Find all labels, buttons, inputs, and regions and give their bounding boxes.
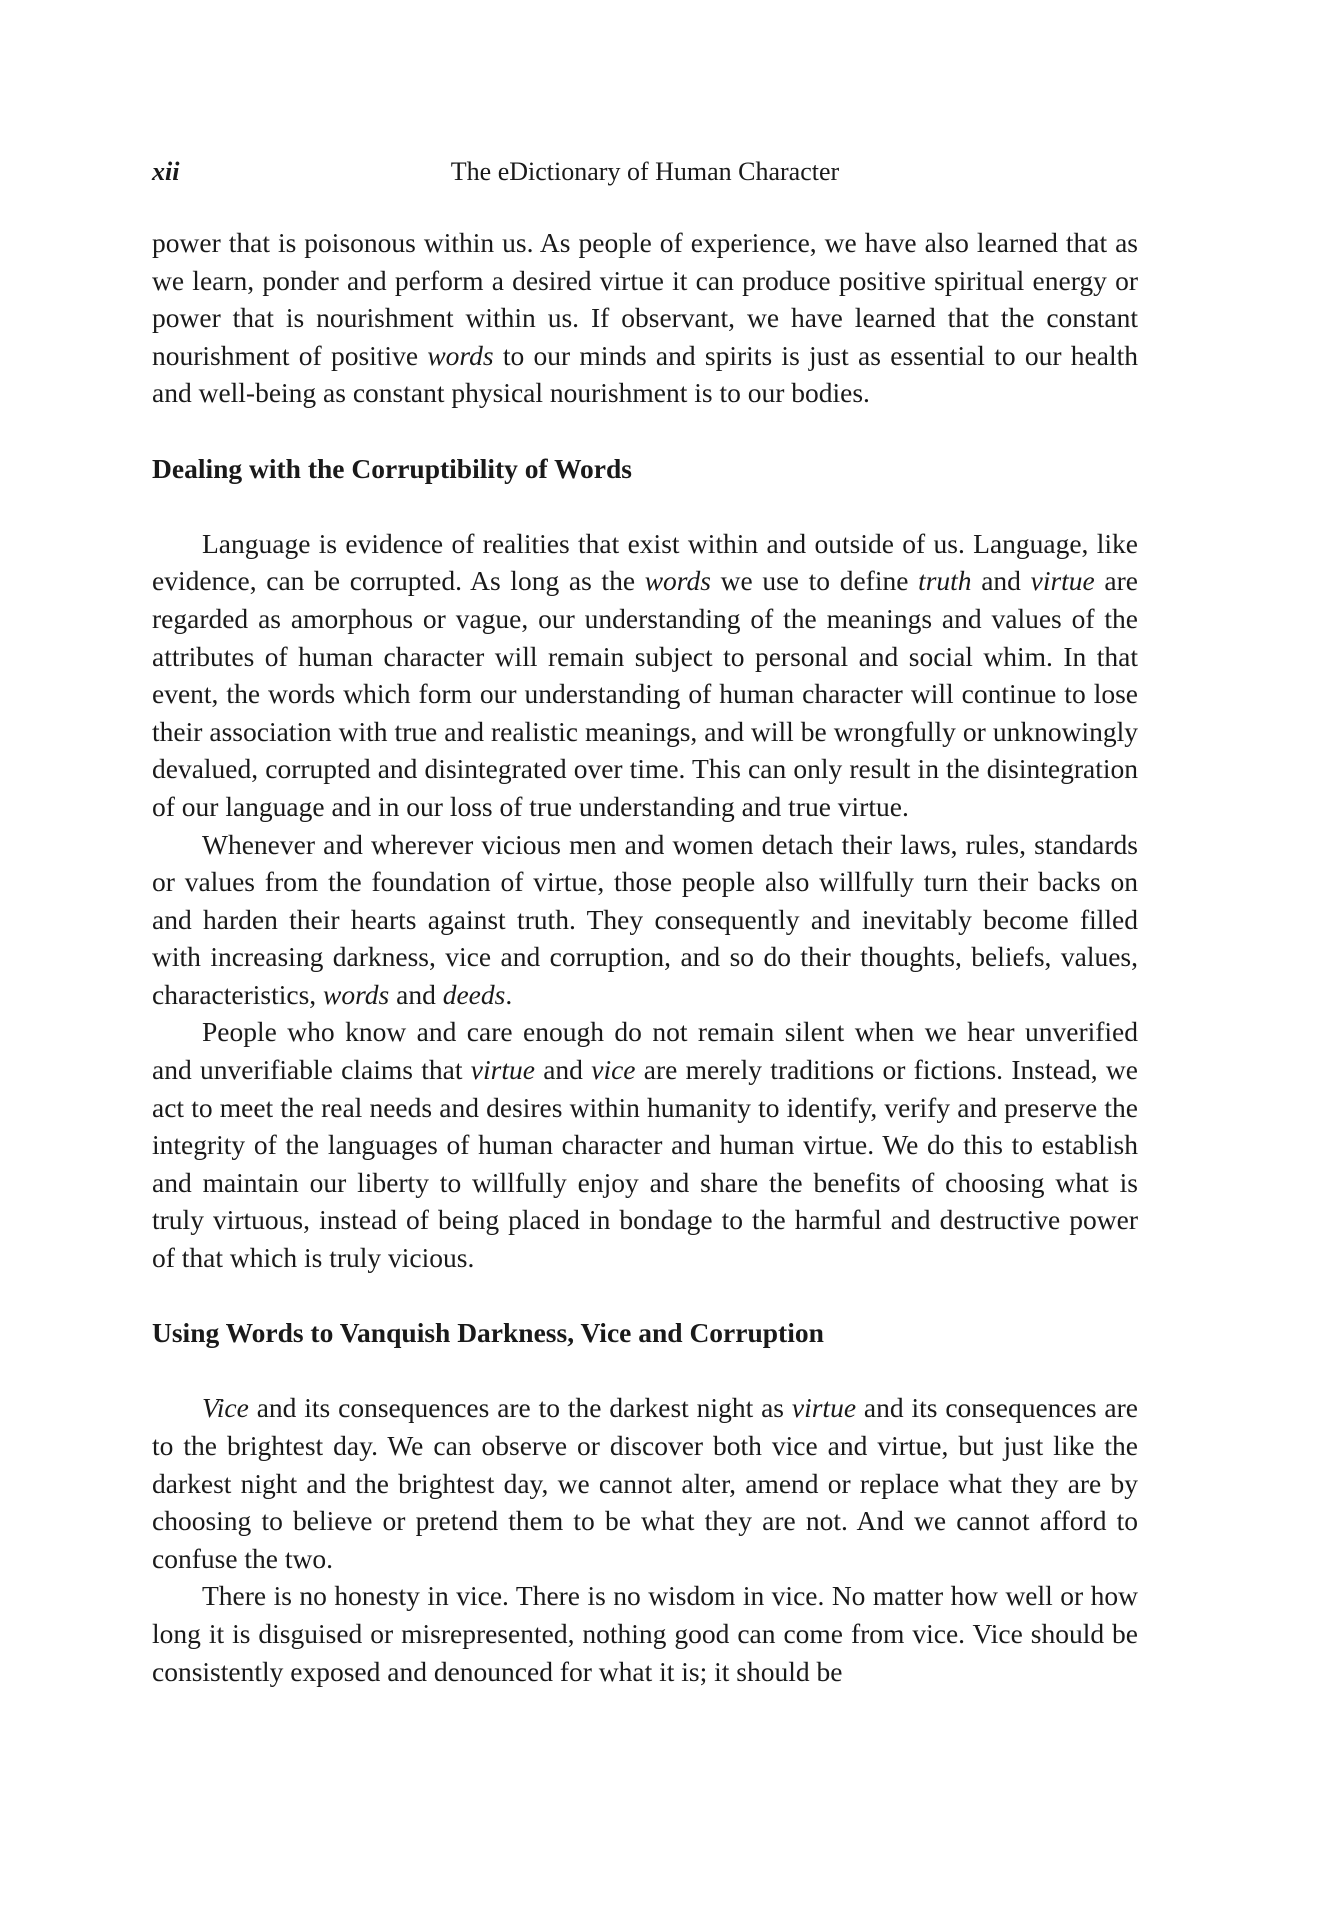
italic-term: deeds xyxy=(442,978,506,1010)
italic-term: vice xyxy=(591,1054,636,1086)
text-run: There is no honesty in vice. There is no wisdom in vice. No matter how well or how long it is disguised or misrepresented, nothing good can come from vice. Vice should be consistently exposed and denounced for what it is; it should be xyxy=(152,1580,1138,1687)
text-run: Language is evidence of realities that exist within and outside of us. Language, like evidence, can be corrupted. As long as the xyxy=(152,527,1138,597)
text-run: to our minds and spirits is just as essential to our health and well-being as constant physical nourishment is to our bodies. xyxy=(152,339,1138,409)
body-paragraph xyxy=(152,224,1138,412)
body-paragraph xyxy=(152,826,1138,1014)
body-paragraph xyxy=(152,1389,1138,1577)
italic-term: virtue xyxy=(1030,565,1095,597)
text-run: and its consequences are to the brightest day. We can observe or discover both vice and virtue, but just like the darkest night and the brightest day, we cannot alter, amend or replace what they are by choosing to believe or pretend them to be what they are not. And we cannot afford to confuse the two. xyxy=(152,1392,1138,1574)
section-heading: Using Words to Vanquish Darkness, Vice and Corruption xyxy=(152,1317,824,1349)
italic-term: Vice xyxy=(202,1392,249,1424)
italic-term: virtue xyxy=(470,1054,535,1086)
book-page xyxy=(152,152,1138,1690)
text-run: . xyxy=(505,978,513,1010)
text-run: power that is poisonous within us. As people of experience, we have also learned that as we learn, ponder and perform a desired virtue it can produce positive spiritual energy or power that is nourishment within us. If observant, we have learned that the constant nourishment of positive xyxy=(152,227,1138,371)
body-paragraph xyxy=(152,525,1138,826)
italic-term: words xyxy=(427,339,494,371)
text-run: are regarded as amorphous or vague, our understanding of the meanings and values of the attributes of human character will remain subject to personal and social whim. In that event, the words which form our understanding of human character will continue to lose their association with true and realistic meanings, and will be wrongfully or unknowingly devalued, corrupted and disintegrated over time. This can only result in the disintegration of our language and in our loss of true understanding and true virtue. xyxy=(152,565,1138,822)
body-text xyxy=(152,224,1138,1690)
running-head xyxy=(152,152,1138,192)
text-run: Whenever and wherever vicious men and women detach their laws, rules, standards or values from the foundation of virtue, those people also willfully turn their backs on and harden their hearts against truth. They consequently and inevitably become filled with increasing darkness, vice and corruption, and so do their thoughts, beliefs, values, characteristics, xyxy=(152,828,1138,1010)
running-title: The eDictionary of Human Character xyxy=(450,157,840,186)
italic-term: truth xyxy=(918,565,972,597)
text-run: and xyxy=(971,565,1031,597)
italic-term: words xyxy=(644,565,711,597)
text-run: People who know and care enough do not remain silent when we hear unverified and unverifiable claims that xyxy=(152,1016,1138,1086)
body-paragraph xyxy=(152,1577,1138,1690)
section-heading: Dealing with the Corruptibility of Words xyxy=(152,452,633,484)
italic-term: virtue xyxy=(791,1392,857,1424)
text-run: we use to define xyxy=(710,565,919,597)
text-run: are merely traditions or fictions. Instead, we act to meet the real needs and desires within humanity to identify, verify and preserve the integrity of the languages of human character and human virtue. We do this to establish and maintain our liberty to willfully enjoy and share the benefits of choosing what is truly virtuous, instead of being placed in bondage to the harmful and destructive power of that which is truly vicious. xyxy=(152,1054,1138,1274)
text-run: and xyxy=(389,978,443,1010)
text-run: and its consequences are to the darkest night as xyxy=(248,1392,792,1424)
text-run: and xyxy=(534,1054,592,1086)
page-number: xii xyxy=(152,157,180,186)
body-paragraph xyxy=(152,1013,1138,1276)
italic-term: words xyxy=(323,978,390,1010)
